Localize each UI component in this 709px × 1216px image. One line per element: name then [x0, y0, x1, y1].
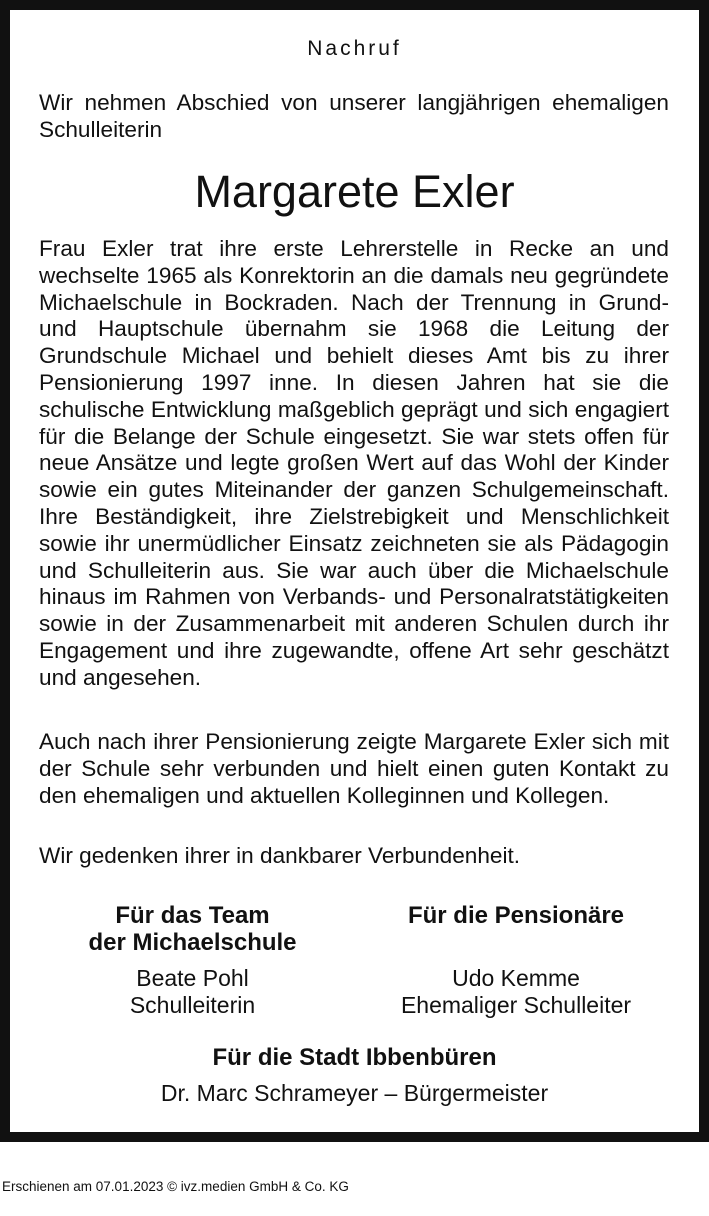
biography-paragraph: Frau Exler trat ihre erste Lehrerstelle in Recke an und wechselte 1965 als Konrektorin an die damals neu gegründete Michaelschule in Bockraden. Nach der Trennung in Grund- und Hauptschule übernahm sie 1968 die Leitung der Grundschule Michael und behielt dieses Amt bis zu ihrer Pensionierung 1997 inne. In diesen Jahren hat sie die schulische Entwicklung maßgeblich geprägt und sich engagiert für die Belange der Schule eingesetzt. Sie war stets offen für neue Ansätze und legte großen Wert auf das Wohl der Kinder sowie ein gutes Miteinander der ganzen Schulgemeinschaft. Ihre Beständigkeit, ihre Zielstrebigkeit und Menschlichkeit sowie ihr unermüdlicher Einsatz zeichneten sie als Pädagogin und Schulleiterin aus. Sie war auch über die Michaelschule hinaus im Rahmen von Verbands- und Personalratstätigkeiten sowie in der Zusammenarbeit mit anderen Schulen durch ihr Engagement und ihre zugewandte, offene Art sehr geschätzt und angesehen.: [39, 236, 669, 690]
pensioners-signer-name: Udo Kemme: [452, 965, 580, 991]
obituary-heading: Nachruf: [307, 37, 402, 60]
team-title-line1: Für das Team: [115, 902, 270, 929]
city-title: Für die Stadt Ibbenbüren: [212, 1044, 497, 1071]
pensioners-title: Für die Pensionäre: [407, 902, 625, 929]
team-title-line2: der Michaelschule: [88, 929, 297, 956]
pension-paragraph: Auch nach ihrer Pensionierung zeigte Margarete Exler sich mit der Schule sehr verbunden und hielt einen guten Kontakt zu den ehemaligen und aktuellen Kolleginnen und Kollegen.: [39, 729, 669, 808]
publication-footer: Erschienen am 07.01.2023 © ivz.medien GmbH & Co. KG: [2, 1179, 349, 1194]
team-signer-name: Beate Pohl: [136, 965, 249, 991]
pensioners-signer-role: Ehemaliger Schulleiter: [400, 992, 632, 1018]
city-signer: Dr. Marc Schrameyer – Bürgermeister: [160, 1080, 549, 1106]
remembrance-line: Wir gedenken ihrer in dankbarer Verbundenheit.: [39, 843, 521, 868]
team-signer-role: Schulleiterin: [129, 992, 256, 1018]
intro-text: Wir nehmen Abschied von unserer langjährigen ehemaligen Schulleiterin: [39, 90, 669, 142]
deceased-name: Margarete Exler: [194, 166, 515, 217]
